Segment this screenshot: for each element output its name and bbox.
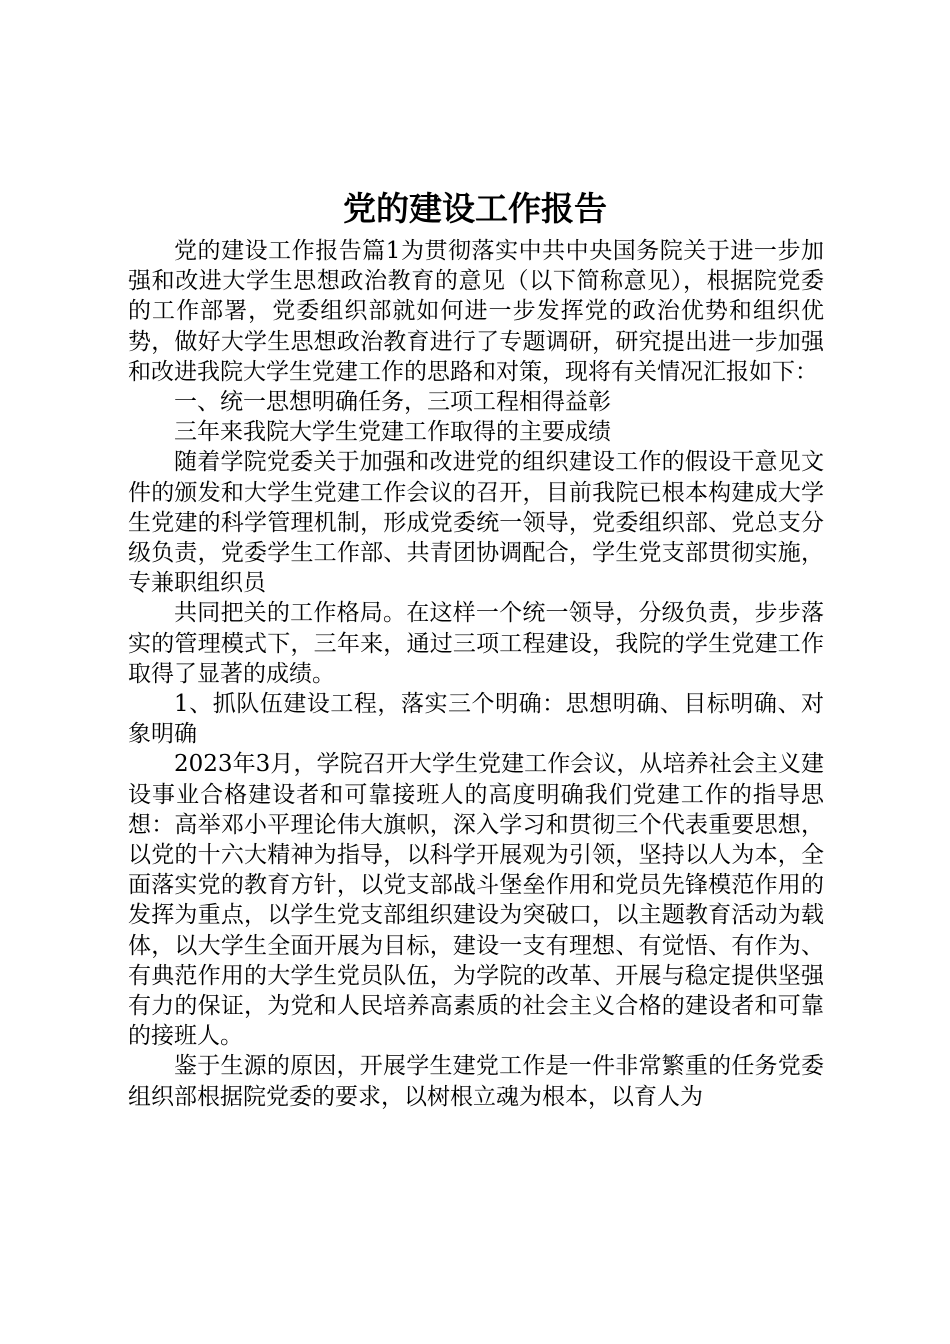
paragraph-results: 共同把关的工作格局。在这样一个统一领导，分级负责，步步落实的管理模式下，三年来，通过三项工程建设，我院的学生党建工作取得了显著的成绩。 (128, 600, 824, 687)
paragraph-mechanism: 随着学院党委关于加强和改进党的组织建设工作的假设干意见文件的颁发和大学生党建工作会议的召开，目前我院已根本构建成大学生党建的科学管理机制，形成党委统一领导，党委组织部、党总支分级负责，党委学生工作部、共青团协调配合，学生党支部贯彻实施，专兼职组织员 (128, 449, 824, 597)
document-body (128, 236, 824, 1112)
paragraph-subheading: 三年来我院大学生党建工作取得的主要成绩 (174, 419, 611, 446)
paragraph-section-heading: 一、统一思想明确任务，三项工程相得益彰 (174, 389, 611, 416)
paragraph-intro: 党的建设工作报告篇1为贯彻落实中共中央国务院关于进一步加强和改进大学生思想政治教育的意见（以下简称意见），根据院党委的工作部署，党委组织部就如何进一步发挥党的政治优势和组织优势，做好大学生思想政治教育进行了专题调研，研究提出进一步加强和改进我院大学生党建工作的思路和对策，现将有关情况汇报如下： (128, 238, 824, 385)
document-title: 党的建设工作报告 (343, 189, 607, 228)
paragraph-student-recruitment: 鉴于生源的原因，开展学生建党工作是一件非常繁重的任务党委组织部根据院党委的要求，以树根立魂为根本，以育人为 (128, 1053, 824, 1110)
paragraph-item-heading: 1、抓队伍建设工程，落实三个明确：思想明确、目标明确、对象明确 (128, 691, 824, 748)
paragraph-guiding-thought: 2023年3月，学院召开大学生党建工作会议，从培养社会主义建设事业合格建设者和可靠接班人的高度明确我们党建工作的指导思想：高举邓小平理论伟大旗帜，深入学习和贯彻三个代表重要思想，以党的十六大精神为指导，以科学开展观为引领，坚持以人为本，全面落实党的教育方针，以党支部战斗堡垒作用和党员先锋模范作用的发挥为重点，以学生党支部组织建设为突破口，以主题教育活动为载体，以大学生全面开展为目标，建设一支有理想、有觉悟、有作为、有典范作用的大学生党员队伍，为学院的改革、开展与稳定提供坚强有力的保证，为党和人民培养高素质的社会主义合格的建设者和可靠的接班人。 (128, 751, 824, 1050)
